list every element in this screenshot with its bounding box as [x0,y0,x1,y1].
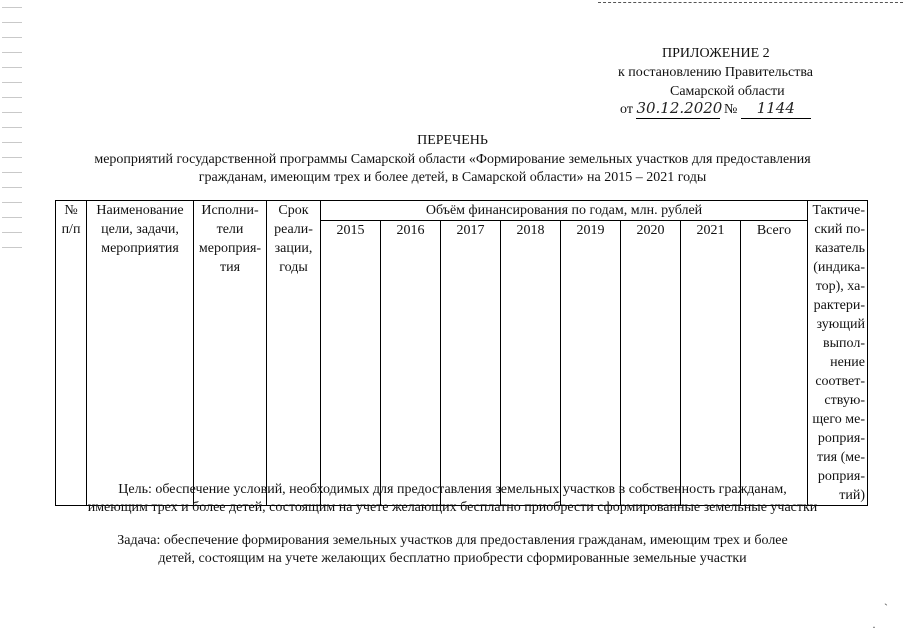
header-executors-line: тия [219,260,241,275]
header-term-line: Срок [278,203,309,218]
year-total: Всего [741,221,808,506]
task-line2: детей, состоящим на учете желающих бесплатно приобрести сформированные земельные участки [158,551,747,566]
header-term-line: годы [279,260,308,275]
year-2019: 2019 [561,221,621,506]
indicator-line: (индика- [813,260,865,275]
appendix-line1: к постановлению Правительства [618,65,814,80]
handwritten-number: 1144 [741,99,811,119]
handwritten-date: 30.12.2020 [636,99,723,117]
year-2017: 2017 [441,221,501,506]
indicator-line: зующий [816,317,865,332]
header-name [87,201,194,506]
year-2016: 2016 [381,221,441,506]
header-term [267,201,321,506]
header-funding: Объём финансирования по годам, млн. рублей [321,201,808,221]
header-number-line: п/п [61,222,81,237]
goal-line1: Цель: обеспечение условий, необходимых для предоставления земельных участков в собственность гражданам, [118,482,787,497]
page-title: ПЕРЕЧЕНЬ [417,133,488,148]
subtitle-line1: мероприятий государственной программы Самарской области «Формирование земельных участков для предоставления [94,152,811,167]
scan-speck: · [872,620,876,634]
activities-table [55,200,868,506]
top-dashed-line [598,2,903,3]
header-number-line: № [64,203,78,218]
indicator-line: ский по- [814,222,865,237]
header-name-line: мероприятия [101,241,179,256]
appendix-date-line [620,99,811,119]
header-number [56,201,87,506]
subtitle-line2: гражданам, имеющим трех и более детей, в Самарской области» на 2015 – 2021 годы [198,170,707,185]
indicator-line: роприя- [817,431,865,446]
indicator-line: Тактиче- [812,203,865,218]
year-2015: 2015 [321,221,381,506]
year-2021: 2021 [681,221,741,506]
indicator-line: щего ме- [812,412,865,427]
header-indicator [808,201,868,506]
indicator-line: рактери- [813,298,865,313]
header-executors-line: Исполни- [201,203,259,218]
header-executors [194,201,267,506]
number-label: № [723,102,738,117]
header-term-line: реали- [274,222,313,237]
year-2018: 2018 [501,221,561,506]
scan-speck: ˏ [884,592,888,606]
indicator-line: нение [830,355,865,370]
indicator-line: роприя- [817,469,865,484]
goal-line2: имеющим трех и более детей, состоящим на учете желающих бесплатно приобрести сформированные земельные участки [87,500,818,515]
appendix-title: ПРИЛОЖЕНИЕ 2 [662,46,770,61]
scan-edge-marks [2,0,22,250]
header-executors-line: тели [216,222,244,237]
from-label: от [620,102,633,117]
indicator-line: казатель [815,241,865,256]
indicator-line: тий) [839,488,865,503]
indicator-line: тор), ха- [815,279,865,294]
indicator-line: ствую- [824,393,865,408]
appendix-line2: Самарской области [670,84,785,99]
header-name-line: цели, задачи, [101,222,179,237]
indicator-line: соответ- [815,374,865,389]
task-line1: Задача: обеспечение формирования земельных участков для предоставления гражданам, имеющим трех и более [117,533,788,548]
header-name-line: Наименование [96,203,184,218]
header-executors-line: мероприя- [198,241,262,256]
year-2020: 2020 [621,221,681,506]
header-term-line: зации, [274,241,313,256]
indicator-line: тия (ме- [817,450,865,465]
indicator-line: выпол- [823,336,865,351]
